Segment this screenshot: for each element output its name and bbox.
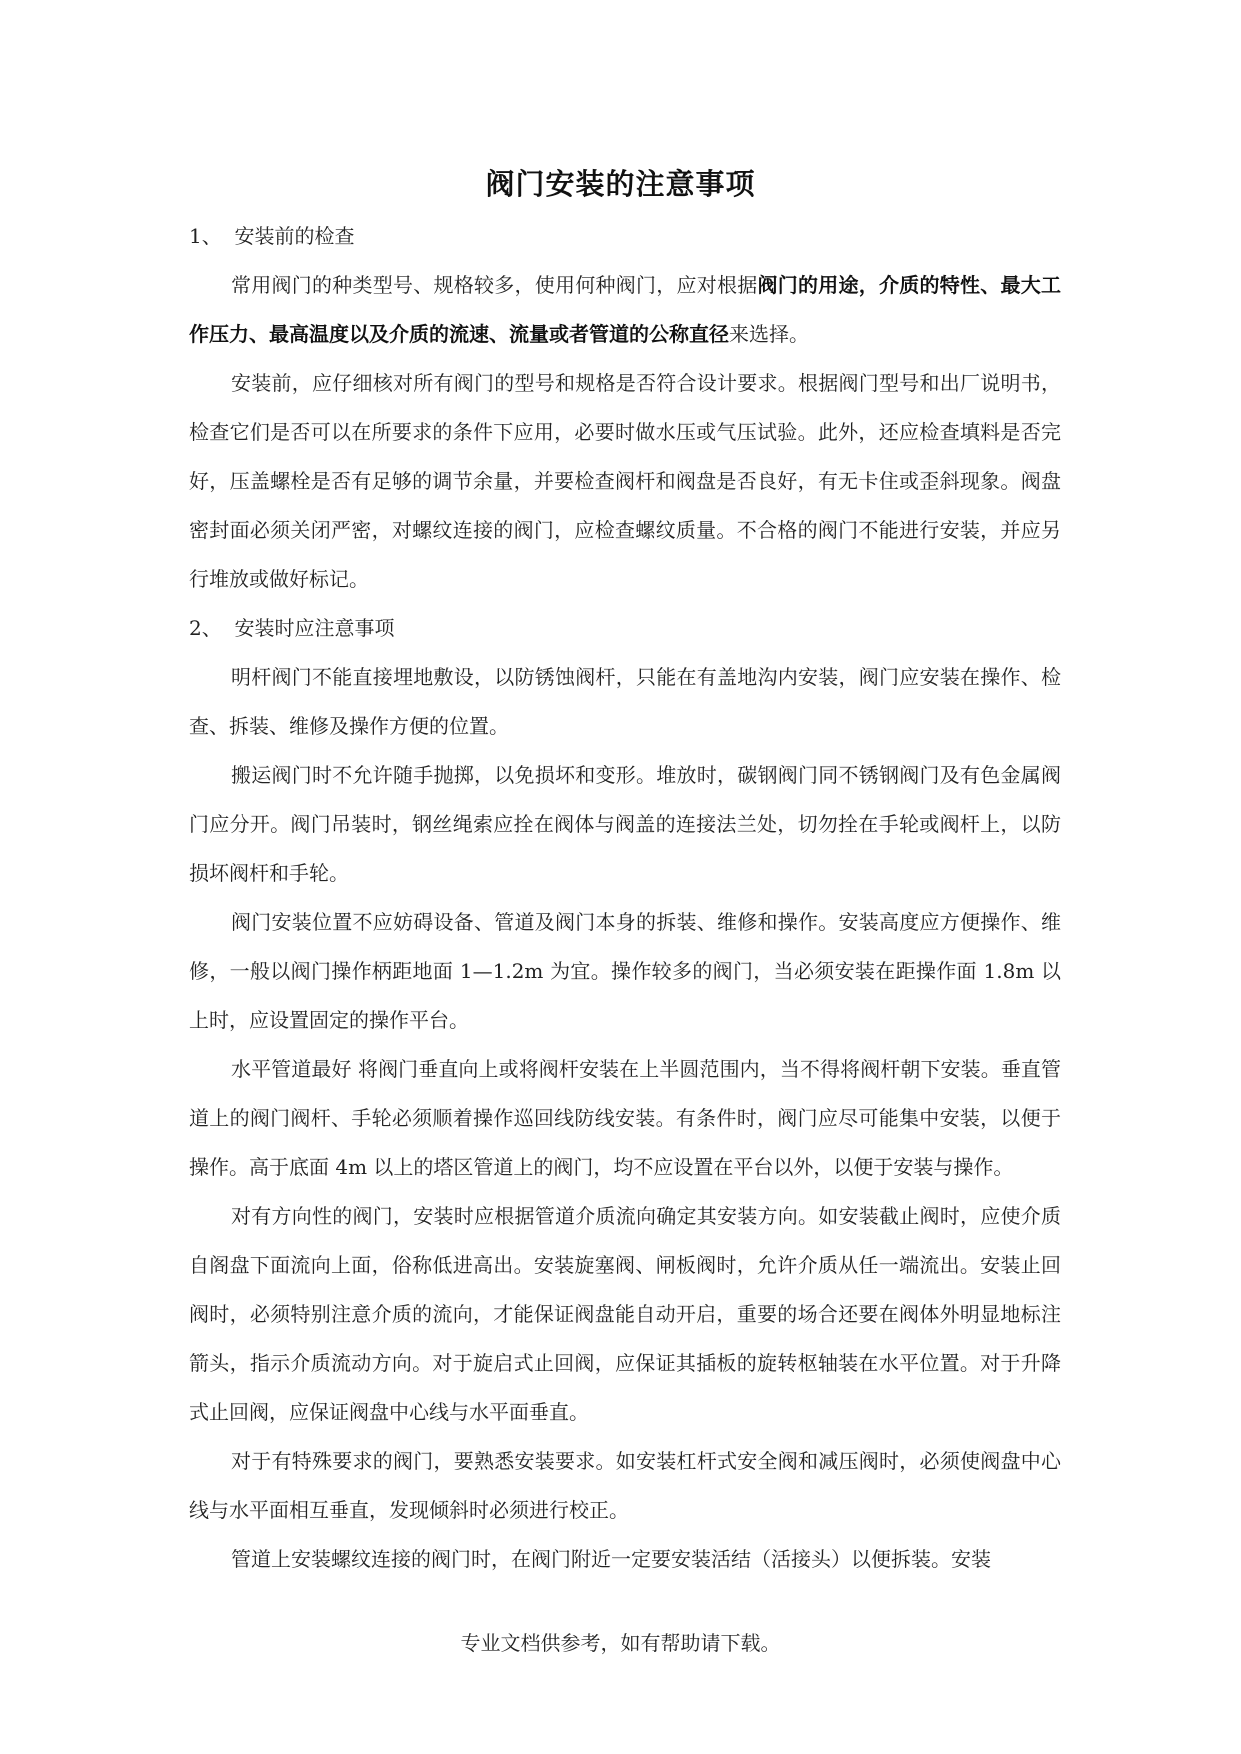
paragraph-install-position: 阀门安装位置不应妨碍设备、管道及阀门本身的拆装、维修和操作。安装高度应方便操作、维修，一般以阀门操作柄距地面 1—1.2m 为宜。操作较多的阀门，当必须安装在距操作面 1.8m 以上时，应设置固定的操作平台。 xyxy=(189,910,1061,1032)
bold-emphasis-text: 阀门的用途，介质的特性、最大工作压力、最高温度以及介质的流速、流量或者管道的公称直径 xyxy=(189,273,1061,346)
paragraph-threaded-connection: 管道上安装螺纹连接的阀门时，在阀门附近一定要安装活结（活接头）以便拆装。安装 xyxy=(231,1547,991,1571)
paragraph-horizontal-pipe: 水平管道最好 将阀门垂直向上或将阀杆安装在上半圆范围内，当不得将阀杆朝下安装。垂直管道上的阀门阀杆、手轮必须顺着操作巡回线防线安装。有条件时，阀门应尽可能集中安装，以便于操作。高于底面 4m 以上的塔区管道上的阀门，均不应设置在平台以外，以便于安装与操作。 xyxy=(189,1057,1061,1179)
paragraph-pre-install-check: 安装前，应仔细核对所有阀门的型号和规格是否符合设计要求。根据阀门型号和出厂说明书，检查它们是否可以在所要求的条件下应用，必要时做水压或气压试验。此外，还应检查填料是否完好，压盖螺栓是否有足够的调节余量，并要检查阀杆和阀盘是否良好，有无卡住或歪斜现象。阀盘密封面必须关闭严密，对螺纹连接的阀门，应检查螺纹质量。不合格的阀门不能进行安装，并应另行堆放或做好标记。 xyxy=(189,371,1061,591)
paragraph-rising-stem: 明杆阀门不能直接埋地敷设，以防锈蚀阀杆，只能在有盖地沟内安装，阀门应安装在操作、检查、拆装、维修及操作方便的位置。 xyxy=(189,665,1061,738)
paragraph-text: 来选择。 xyxy=(729,322,809,346)
paragraph-handling: 搬运阀门时不允许随手抛掷，以免损坏和变形。堆放时，碳钢阀门同不锈钢阀门及有色金属阀门应分开。阀门吊装时，钢丝绳索应拴在阀体与阀盖的连接法兰处，切勿拴在手轮或阀杆上，以防损坏阀杆和手轮。 xyxy=(189,763,1061,885)
paragraph-text: 常用阀门的种类型号、规格较多，使用何种阀门，应对根据 xyxy=(231,273,758,297)
document-title: 阀门安装的注意事项 xyxy=(485,167,756,201)
paragraph-valve-selection xyxy=(189,261,1061,359)
document-body xyxy=(189,212,1061,1584)
paragraph-flow-direction: 对有方向性的阀门，安装时应根据管道介质流向确定其安装方向。如安装截止阀时，应使介质自阁盘下面流向上面，俗称低进高出。安装旋塞阀、闸板阀时，允许介质从任一端流出。安装止回阀时，必须特别注意介质的流向，才能保证阀盘能自动开启，重要的场合还要在阀体外明显地标注箭头，指示介质流动方向。对于旋启式止回阀，应保证其插板的旋转枢轴装在水平位置。对于升降式止回阀，应保证阀盘中心线与水平面垂直。 xyxy=(189,1204,1061,1424)
paragraph-special-requirements: 对于有特殊要求的阀门，要熟悉安装要求。如安装杠杆式安全阀和减压阀时，必须使阀盘中心线与水平面相互垂直，发现倾斜时必须进行校正。 xyxy=(189,1449,1061,1522)
page-footer: 专业文档供参考，如有帮助请下载。 xyxy=(460,1631,781,1655)
section-heading-1: 1、 安装前的检查 xyxy=(189,224,355,248)
section-heading-2: 2、 安装时应注意事项 xyxy=(189,616,395,640)
